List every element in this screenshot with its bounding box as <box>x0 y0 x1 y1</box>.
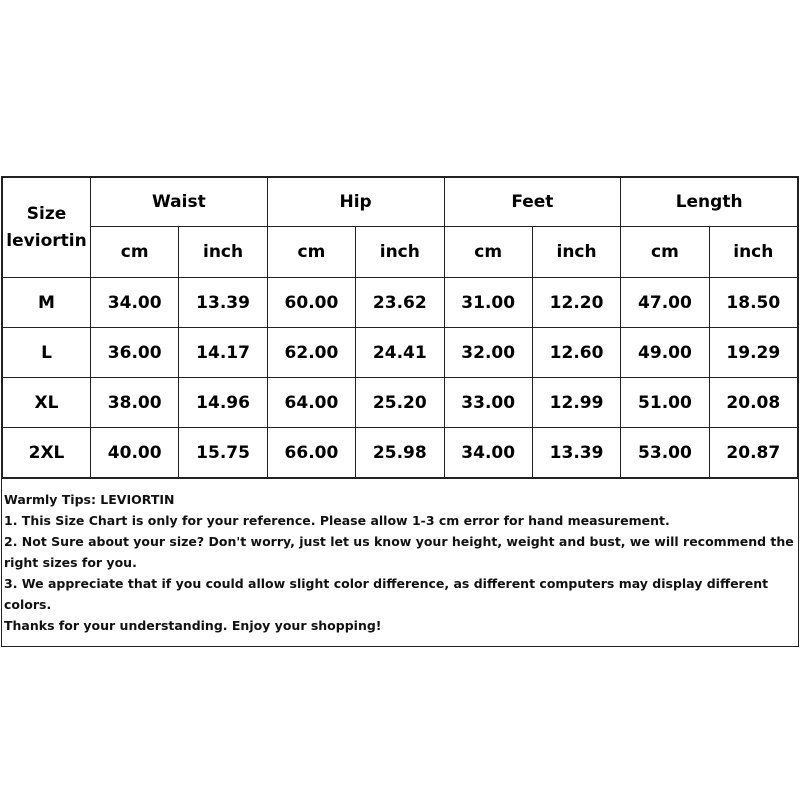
table-cell: 31.00 <box>444 278 532 328</box>
group-header-feet: Feet <box>444 178 621 227</box>
tips-closing: Thanks for your understanding. Enjoy your shopping! <box>4 618 382 633</box>
size-column-header <box>3 178 91 278</box>
table-cell: 18.50 <box>709 278 797 328</box>
table-cell: 51.00 <box>621 378 709 428</box>
table-row <box>3 278 798 328</box>
unit-header: inch <box>709 227 797 278</box>
size-cell: XL <box>3 378 91 428</box>
tip-item: 1. This Size Chart is only for your reference. Please allow 1-3 cm error for hand measurement. <box>4 513 670 528</box>
size-cell: M <box>3 278 91 328</box>
table-row <box>3 428 798 478</box>
table-cell: 40.00 <box>91 428 179 478</box>
tip-item: 2. Not Sure about your size? Don't worry, just let us know your height, weight and bust, we will recommend the right sizes for you. <box>4 534 794 570</box>
table-row <box>3 328 798 378</box>
table-cell: 49.00 <box>621 328 709 378</box>
table-cell: 34.00 <box>444 428 532 478</box>
group-header-row <box>3 178 798 227</box>
size-chart <box>1 176 799 647</box>
size-table <box>2 177 798 478</box>
table-cell: 19.29 <box>709 328 797 378</box>
table-cell: 36.00 <box>91 328 179 378</box>
table-cell: 66.00 <box>267 428 355 478</box>
table-cell: 12.99 <box>532 378 620 428</box>
size-header-label: Size <box>26 203 67 224</box>
table-cell: 20.08 <box>709 378 797 428</box>
table-cell: 14.17 <box>179 328 267 378</box>
table-cell: 14.96 <box>179 378 267 428</box>
tip-item: 3. We appreciate that if you could allow slight color difference, as different computers may display different colors. <box>4 576 769 612</box>
unit-header: inch <box>356 227 444 278</box>
unit-header: cm <box>621 227 709 278</box>
size-cell: L <box>3 328 91 378</box>
table-cell: 34.00 <box>91 278 179 328</box>
table-cell: 25.20 <box>356 378 444 428</box>
table-cell: 25.98 <box>356 428 444 478</box>
table-cell: 47.00 <box>621 278 709 328</box>
table-cell: 64.00 <box>267 378 355 428</box>
group-header-hip: Hip <box>267 178 444 227</box>
table-cell: 53.00 <box>621 428 709 478</box>
table-cell: 33.00 <box>444 378 532 428</box>
table-cell: 24.41 <box>356 328 444 378</box>
table-row <box>3 378 798 428</box>
table-cell: 23.62 <box>356 278 444 328</box>
table-cell: 15.75 <box>179 428 267 478</box>
tips-title: Warmly Tips: LEVIORTIN <box>4 492 175 507</box>
size-cell: 2XL <box>3 428 91 478</box>
table-cell: 13.39 <box>532 428 620 478</box>
table-cell: 62.00 <box>267 328 355 378</box>
size-header-brand: leviortin <box>6 230 87 251</box>
table-cell: 13.39 <box>179 278 267 328</box>
group-header-length: Length <box>621 178 798 227</box>
table-cell: 12.60 <box>532 328 620 378</box>
table-cell: 32.00 <box>444 328 532 378</box>
unit-header-row <box>3 227 798 278</box>
unit-header: cm <box>444 227 532 278</box>
table-cell: 38.00 <box>91 378 179 428</box>
unit-header: cm <box>267 227 355 278</box>
unit-header: inch <box>532 227 620 278</box>
group-header-waist: Waist <box>91 178 268 227</box>
unit-header: cm <box>91 227 179 278</box>
table-cell: 20.87 <box>709 428 797 478</box>
table-cell: 12.20 <box>532 278 620 328</box>
table-cell: 60.00 <box>267 278 355 328</box>
tips-section <box>2 478 798 646</box>
unit-header: inch <box>179 227 267 278</box>
